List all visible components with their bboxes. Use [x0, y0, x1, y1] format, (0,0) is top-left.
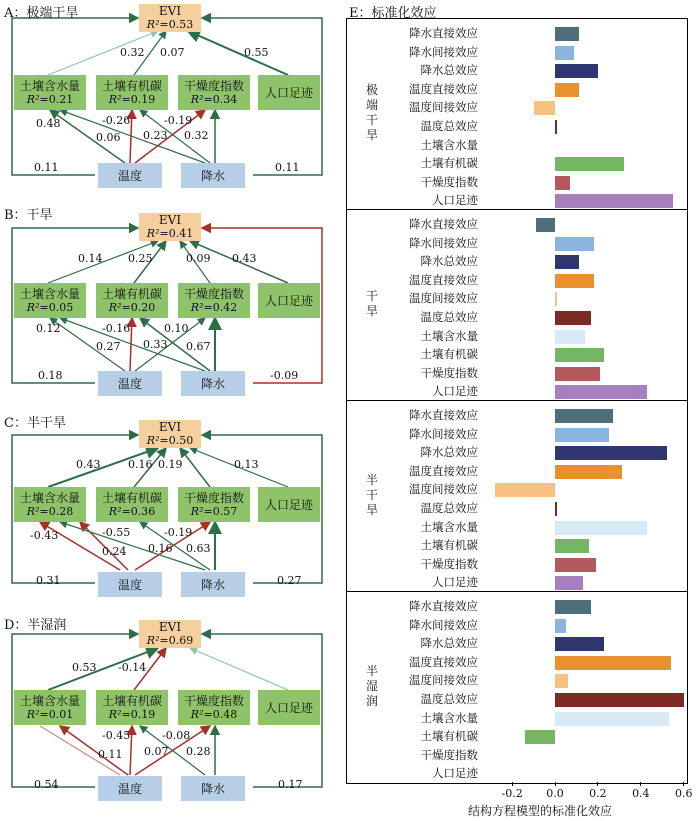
chart-tick-label: 降水直接效应 — [409, 217, 478, 231]
node-precip-b: 降水 — [181, 371, 245, 396]
node-soil-moisture-c: 土壤含水量 R²=0.28 — [14, 487, 86, 522]
coef: -0.26 — [102, 114, 131, 127]
x-axis-tick-mark — [683, 782, 684, 786]
panel-a-title: A：极端干旱 — [4, 6, 79, 21]
coef: 0.07 — [160, 46, 185, 59]
coef: 0.43 — [76, 458, 101, 471]
node-soil-moisture-a: 土壤含水量 R²=0.21 — [14, 75, 86, 110]
chart-bar — [555, 330, 585, 344]
chart-tick-label: 干燥度指数 — [420, 174, 478, 189]
chart-tick-label: 温度总效应 — [420, 692, 478, 706]
coef: -0.08 — [162, 729, 191, 742]
coef: 0.27 — [96, 340, 121, 353]
coef: -0.14 — [118, 661, 147, 674]
x-axis-title: 结构方程模型的标准化效应 — [467, 804, 612, 818]
chart-bar — [555, 693, 684, 707]
x-axis-tick-label: 0.6 — [674, 787, 693, 800]
coef: -0.16 — [102, 322, 131, 335]
coef: -0.09 — [270, 369, 299, 382]
coef: -0.43 — [30, 529, 59, 542]
coef: 0.31 — [36, 574, 61, 587]
coef: 0.19 — [158, 458, 183, 471]
chart-group-label: 半湿润 — [365, 664, 378, 708]
node-precip-c: 降水 — [181, 572, 245, 597]
chart-tick-label: 干燥度指数 — [420, 365, 478, 380]
chart-bar — [495, 483, 555, 497]
chart-bar — [525, 730, 555, 744]
coef: -0.19 — [164, 114, 193, 127]
chart-tick-label: 降水总效应 — [420, 254, 478, 269]
chart-tick-label: 温度直接效应 — [409, 654, 478, 669]
chart-tick-label: 人口足迹 — [432, 193, 478, 208]
node-aridity-a: 干燥度指数 R²=0.34 — [178, 75, 250, 110]
chart-bar — [555, 409, 613, 423]
chart-bar — [555, 348, 604, 362]
chart-tick-label: 降水直接效应 — [409, 408, 478, 422]
chart-bar — [555, 367, 600, 381]
node-precip-d: 降水 — [181, 776, 245, 801]
chart-bar — [555, 237, 594, 251]
x-axis-tick-mark — [512, 782, 513, 786]
coef: 0.10 — [164, 322, 189, 335]
coef: 0.12 — [36, 322, 61, 335]
coef: 0.18 — [38, 369, 63, 382]
x-axis-tick-label: 0.4 — [632, 787, 650, 800]
chart-tick-label: 降水间接效应 — [409, 44, 478, 59]
node-aridity-c: 干燥度指数 R²=0.57 — [178, 487, 250, 522]
node-precip-a: 降水 — [181, 163, 245, 188]
chart-tick-label: 土壤含水量 — [420, 137, 478, 152]
coef: 0.55 — [244, 46, 269, 59]
evi-node-a: EVI R²=0.53 — [139, 4, 201, 32]
chart-tick-label: 降水间接效应 — [409, 235, 478, 250]
chart-bar — [555, 385, 647, 399]
coef: 0.16 — [128, 458, 153, 471]
chart-tick-label: 降水间接效应 — [409, 426, 478, 441]
node-population-b: 人口足迹 — [258, 283, 320, 318]
chart-group-label: 干旱 — [365, 289, 378, 318]
chart-bar — [555, 539, 589, 553]
node-population-d: 人口足迹 — [258, 690, 320, 725]
coef: 0.28 — [186, 745, 211, 758]
chart-tick-label: 人口足迹 — [432, 575, 478, 590]
chart-bar — [555, 465, 621, 479]
chart-bar — [555, 674, 568, 688]
chart-bar — [555, 521, 647, 535]
coef: 0.23 — [143, 129, 168, 142]
chart-tick-label: 土壤含水量 — [420, 328, 478, 343]
chart-bar — [555, 311, 591, 325]
coef: 0.11 — [98, 748, 123, 761]
node-aridity-b: 干燥度指数 R²=0.42 — [178, 283, 250, 318]
chart-tick-label: 土壤有机碳 — [420, 347, 478, 362]
x-axis-tick-mark — [597, 782, 598, 786]
chart-tick-label: 温度直接效应 — [409, 463, 478, 478]
chart-bar — [536, 218, 555, 232]
chart-bar — [555, 27, 579, 41]
chart-tick-label: 干燥度指数 — [420, 747, 478, 762]
panel-b-title: B：干旱 — [4, 208, 53, 223]
chart-bar — [555, 446, 667, 460]
panel-c-title: C：半干旱 — [4, 416, 66, 431]
chart-bar — [555, 637, 604, 651]
chart-tick-label: 土壤有机碳 — [420, 729, 478, 744]
node-soil-moisture-b: 土壤含水量 R²=0.05 — [14, 283, 86, 318]
coef: 0.33 — [143, 338, 168, 351]
coef: 0.67 — [186, 340, 211, 353]
chart-bar — [555, 274, 594, 288]
coef: 0.06 — [96, 131, 121, 144]
chart-title: E：标准化效应 — [349, 6, 437, 21]
chart-group-frame — [346, 209, 688, 401]
node-temperature-b: 温度 — [98, 371, 162, 396]
x-axis-tick-mark — [640, 782, 641, 786]
x-axis-tick-mark — [555, 782, 556, 786]
panel-d-title: D：半湿润 — [4, 618, 67, 633]
chart-group-label: 半干旱 — [365, 472, 378, 517]
coef: 0.11 — [275, 161, 300, 174]
chart-tick-label: 温度直接效应 — [409, 81, 478, 96]
chart-tick-label: 土壤含水量 — [420, 710, 478, 725]
chart-bar — [534, 101, 555, 115]
coef: 0.32 — [184, 129, 209, 142]
chart-tick-label: 降水总效应 — [420, 63, 478, 78]
node-soil-carbon-b: 土壤有机碳 R²=0.20 — [96, 283, 168, 318]
chart-bar — [555, 619, 566, 633]
chart-tick-label: 土壤含水量 — [420, 519, 478, 534]
coef: 0.09 — [186, 252, 211, 265]
coef: 0.43 — [232, 252, 257, 265]
chart-tick-label: 温度间接效应 — [409, 100, 478, 115]
node-population-c: 人口足迹 — [258, 487, 320, 522]
node-temperature-c: 温度 — [98, 572, 162, 597]
chart-tick-label: 温度间接效应 — [409, 482, 478, 497]
chart-bar — [555, 120, 557, 134]
chart-group-frame — [346, 18, 688, 210]
coef: 0.48 — [36, 117, 61, 130]
coef: 0.14 — [78, 252, 103, 265]
node-soil-carbon-d: 土壤有机碳 R²=0.19 — [96, 690, 168, 725]
chart-tick-label: 土壤有机碳 — [420, 156, 478, 171]
chart-bar — [555, 502, 557, 516]
chart-tick-label: 温度间接效应 — [409, 673, 478, 688]
node-soil-carbon-c: 土壤有机碳 R²=0.36 — [96, 487, 168, 522]
chart-tick-label: 降水直接效应 — [409, 26, 478, 40]
chart-bar — [555, 83, 579, 97]
chart-bar — [555, 46, 574, 60]
chart-tick-label: 人口足迹 — [432, 384, 478, 399]
chart-bar — [555, 255, 579, 269]
chart-group-frame — [346, 591, 688, 784]
chart-bar — [555, 712, 669, 726]
chart-bar — [555, 176, 570, 190]
coef: -0.19 — [164, 526, 193, 539]
coef: -0.45 — [102, 729, 131, 742]
chart-tick-label: 温度总效应 — [420, 119, 478, 133]
coef: 0.11 — [34, 161, 59, 174]
node-aridity-d: 干燥度指数 R²=0.48 — [178, 690, 250, 725]
chart-bar — [555, 64, 598, 78]
coef: 0.53 — [72, 661, 97, 674]
coef: 0.24 — [102, 545, 127, 558]
chart-tick-label: 温度总效应 — [420, 501, 478, 515]
chart-tick-label: 温度间接效应 — [409, 291, 478, 306]
coef: 0.63 — [186, 542, 211, 555]
node-temperature-a: 温度 — [98, 163, 162, 188]
coef: 0.16 — [148, 542, 173, 555]
x-axis-tick-label: -0.2 — [501, 787, 523, 800]
coef: 0.07 — [144, 745, 169, 758]
coef: 0.17 — [278, 778, 303, 791]
coef: 0.27 — [277, 574, 302, 587]
chart-bar — [555, 194, 673, 208]
chart-tick-label: 降水总效应 — [420, 445, 478, 460]
x-axis-tick-label: 0.0 — [546, 787, 564, 800]
coef: 0.32 — [120, 46, 145, 59]
chart-tick-label: 温度总效应 — [420, 310, 478, 324]
chart-bar — [555, 656, 671, 670]
chart-group-label: 极端干旱 — [365, 83, 378, 142]
chart-tick-label: 干燥度指数 — [420, 556, 478, 571]
coef: 0.25 — [128, 252, 153, 265]
chart-bar — [555, 292, 557, 306]
coef: 0.13 — [234, 458, 259, 471]
chart-tick-label: 降水直接效应 — [409, 599, 478, 613]
chart-tick-label: 温度直接效应 — [409, 272, 478, 287]
chart-bar — [555, 600, 591, 614]
chart-bar — [555, 558, 596, 572]
x-axis-tick-label: 0.2 — [589, 787, 607, 800]
chart-tick-label: 降水间接效应 — [409, 617, 478, 632]
evi-node-d: EVI R²=0.69 — [139, 620, 201, 648]
node-soil-moisture-d: 土壤含水量 R²=0.01 — [14, 690, 86, 725]
node-population-a: 人口足迹 — [258, 75, 320, 110]
evi-node-c: EVI R²=0.50 — [139, 420, 201, 448]
coef: 0.54 — [34, 778, 59, 791]
chart-bar — [555, 576, 583, 590]
node-soil-carbon-a: 土壤有机碳 R²=0.19 — [96, 75, 168, 110]
node-temperature-d: 温度 — [98, 776, 162, 801]
evi-node-b: EVI R²=0.41 — [139, 213, 201, 241]
chart-bar — [555, 157, 624, 171]
chart-tick-label: 人口足迹 — [432, 766, 478, 781]
chart-bar — [555, 428, 609, 442]
chart-tick-label: 降水总效应 — [420, 636, 478, 651]
chart-tick-label: 土壤有机碳 — [420, 538, 478, 553]
coef: -0.55 — [102, 526, 131, 539]
